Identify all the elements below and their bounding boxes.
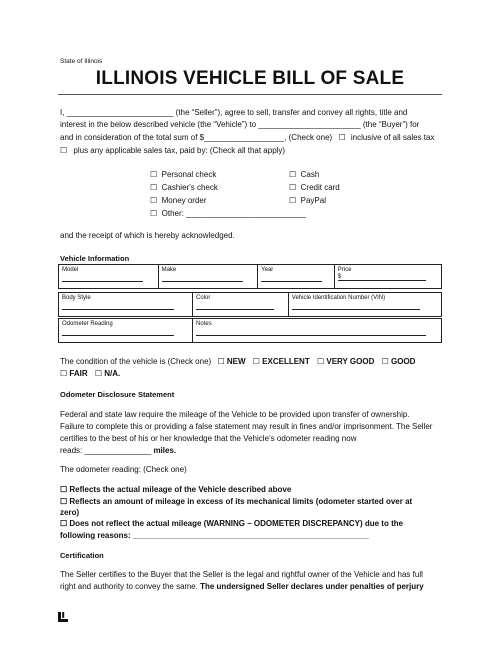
model-field[interactable] <box>62 281 143 282</box>
color-label: Color <box>196 295 211 301</box>
condition-na-label: N/A. <box>104 369 121 378</box>
year-cell[interactable] <box>258 265 335 289</box>
payment-other[interactable] <box>150 209 306 218</box>
price-field[interactable] <box>338 274 426 281</box>
intro-line-2: interest in the below described vehicle (the “Vehicle”) to _______________________ (the “Buyer”) for <box>60 120 420 129</box>
condition-excellent-checkbox[interactable] <box>253 357 260 366</box>
body-style-field[interactable] <box>62 309 174 310</box>
odometer-text-4 <box>60 446 176 456</box>
intro-line-3-tail: inclusive of all sales tax <box>350 133 435 142</box>
sales-tax-inclusive-checkbox[interactable] <box>338 133 345 142</box>
checkbox-icon[interactable] <box>289 183 296 192</box>
odometer-reads-field[interactable]: reads: _______________ <box>60 446 152 455</box>
payment-label: Personal check <box>161 170 217 179</box>
payment-label: Other: ___________________________ <box>161 209 307 218</box>
payment-money-order[interactable] <box>150 196 207 205</box>
year-label: Year <box>261 267 274 273</box>
payment-label: Credit card <box>300 183 340 192</box>
vehicle-info-table-row-2 <box>58 292 442 317</box>
intro-line-4 <box>60 146 285 156</box>
condition-fair-checkbox[interactable] <box>60 369 67 378</box>
payment-credit-card[interactable] <box>289 183 340 192</box>
make-cell[interactable] <box>158 265 258 289</box>
plus-sales-tax-checkbox[interactable] <box>60 146 67 155</box>
odometer-text-1: Federal and state law require the mileage of the Vehicle to be provided upon transfer of ownership. <box>60 410 410 419</box>
condition-excellent-label: EXCELLENT <box>262 357 310 366</box>
notes-field[interactable] <box>196 335 426 336</box>
body-style-label: Body Style <box>62 295 91 301</box>
vehicle-info-table <box>58 264 442 289</box>
price-prefix: $ <box>337 274 342 280</box>
odometer-text-3: certifies to the best of his or her knowledge that the Vehicle’s odometer reading now <box>60 434 357 443</box>
notes-cell[interactable] <box>193 319 442 343</box>
miles-label: miles. <box>153 446 177 455</box>
make-label: Make <box>161 267 177 273</box>
body-style-cell[interactable] <box>59 293 193 317</box>
condition-good-checkbox[interactable] <box>382 357 389 366</box>
certification-text-2b: The undersigned Seller declares under penalties of perjury <box>200 582 424 591</box>
odometer-cell[interactable] <box>59 319 193 343</box>
checkbox-icon[interactable] <box>150 209 157 218</box>
price-cell[interactable] <box>334 265 441 289</box>
brand-logo-icon <box>58 612 68 622</box>
condition-line-2 <box>60 369 120 379</box>
intro-line-3-text: and in consideration of the total sum of $__________________, (Check one) <box>60 133 333 142</box>
checkbox-icon[interactable] <box>60 497 67 506</box>
condition-fair-label: FAIR <box>69 369 88 378</box>
certification-text-1: The Seller certifies to the Buyer that the Seller is the legal and rightful owner of the Vehicle and has full <box>60 570 423 579</box>
payment-paypal[interactable] <box>289 196 326 205</box>
certification-heading: Certification <box>60 551 104 560</box>
condition-new-label: NEW <box>226 357 246 366</box>
checkbox-icon[interactable] <box>60 485 67 494</box>
checkbox-icon[interactable] <box>289 170 296 179</box>
checkbox-icon[interactable] <box>289 196 296 205</box>
intro-line-4-text: plus any applicable sales tax, paid by: (Check all that apply) <box>73 146 286 155</box>
odometer-option-3[interactable] <box>60 519 403 529</box>
checkbox-icon[interactable] <box>60 519 67 528</box>
odometer-reading-prompt: The odometer reading: (Check one) <box>60 465 187 474</box>
odometer-option-2-continued: zero) <box>60 508 80 517</box>
year-field[interactable] <box>261 281 322 282</box>
odometer-label: Odometer Reading <box>62 321 113 327</box>
vin-cell[interactable] <box>288 293 441 317</box>
odometer-option-2[interactable] <box>60 497 412 507</box>
intro-line-3 <box>60 133 434 143</box>
checkbox-icon[interactable] <box>150 170 157 179</box>
payment-label: PayPal <box>300 196 326 205</box>
vin-label: Vehicle Identification Number (VIN) <box>291 295 386 301</box>
odometer-field[interactable] <box>62 335 174 336</box>
condition-prefix: The condition of the vehicle is (Check one) <box>60 357 212 366</box>
price-label: Price <box>337 267 352 273</box>
notes-label: Notes <box>196 321 212 327</box>
vehicle-info-table-row-3 <box>58 318 442 343</box>
odometer-text-2: Failure to complete this or providing a false statement may result in fines and/or imprisonment. The Seller <box>60 422 433 431</box>
condition-line-1 <box>60 357 415 367</box>
condition-new-checkbox[interactable] <box>217 357 224 366</box>
payment-cashiers-check[interactable] <box>150 183 218 192</box>
payment-cash[interactable] <box>289 170 319 179</box>
model-label: Model <box>62 267 79 273</box>
odometer-heading: Odometer Disclosure Statement <box>60 390 175 399</box>
color-field[interactable] <box>196 309 274 310</box>
make-field[interactable] <box>162 281 243 282</box>
title-divider <box>58 94 442 95</box>
payment-label: Money order <box>161 196 207 205</box>
payment-label: Cash <box>300 170 320 179</box>
certification-text-2a: right and authority to convey the same. <box>60 582 198 591</box>
checkbox-icon[interactable] <box>150 183 157 192</box>
certification-text-2 <box>60 582 424 592</box>
condition-good-label: GOOD <box>391 357 416 366</box>
condition-na-checkbox[interactable] <box>95 369 102 378</box>
vin-field[interactable] <box>292 309 421 310</box>
odometer-option-2-label: Reflects an amount of mileage in excess of its mechanical limits (odometer started over at <box>69 497 413 506</box>
vehicle-info-heading: Vehicle Information <box>60 254 130 263</box>
intro-line-1: I, ________________________ (the “Seller”), agree to sell, transfer and convey all rights, title and <box>60 108 408 117</box>
payment-label: Cashier's check <box>161 183 218 192</box>
state-label: State of Illinois <box>60 58 103 65</box>
condition-very-good-label: VERY GOOD <box>326 357 375 366</box>
color-cell[interactable] <box>193 293 289 317</box>
odometer-option-1[interactable] <box>60 485 291 495</box>
odometer-option-1-label: Reflects the actual mileage of the Vehicle described above <box>69 485 292 494</box>
odometer-reasons-field[interactable]: following reasons: _____________________________________________________ <box>60 531 369 540</box>
receipt-text: and the receipt of which is hereby acknowledged. <box>60 231 235 240</box>
model-cell[interactable] <box>59 265 159 289</box>
document-title: ILLINOIS VEHICLE BILL OF SALE <box>95 68 405 89</box>
payment-personal-check[interactable] <box>150 170 216 179</box>
condition-very-good-checkbox[interactable] <box>317 357 324 366</box>
odometer-option-3-label: Does not reflect the actual mileage (WARNING – ODOMETER DISCREPANCY) due to the <box>69 519 404 528</box>
checkbox-icon[interactable] <box>150 196 157 205</box>
